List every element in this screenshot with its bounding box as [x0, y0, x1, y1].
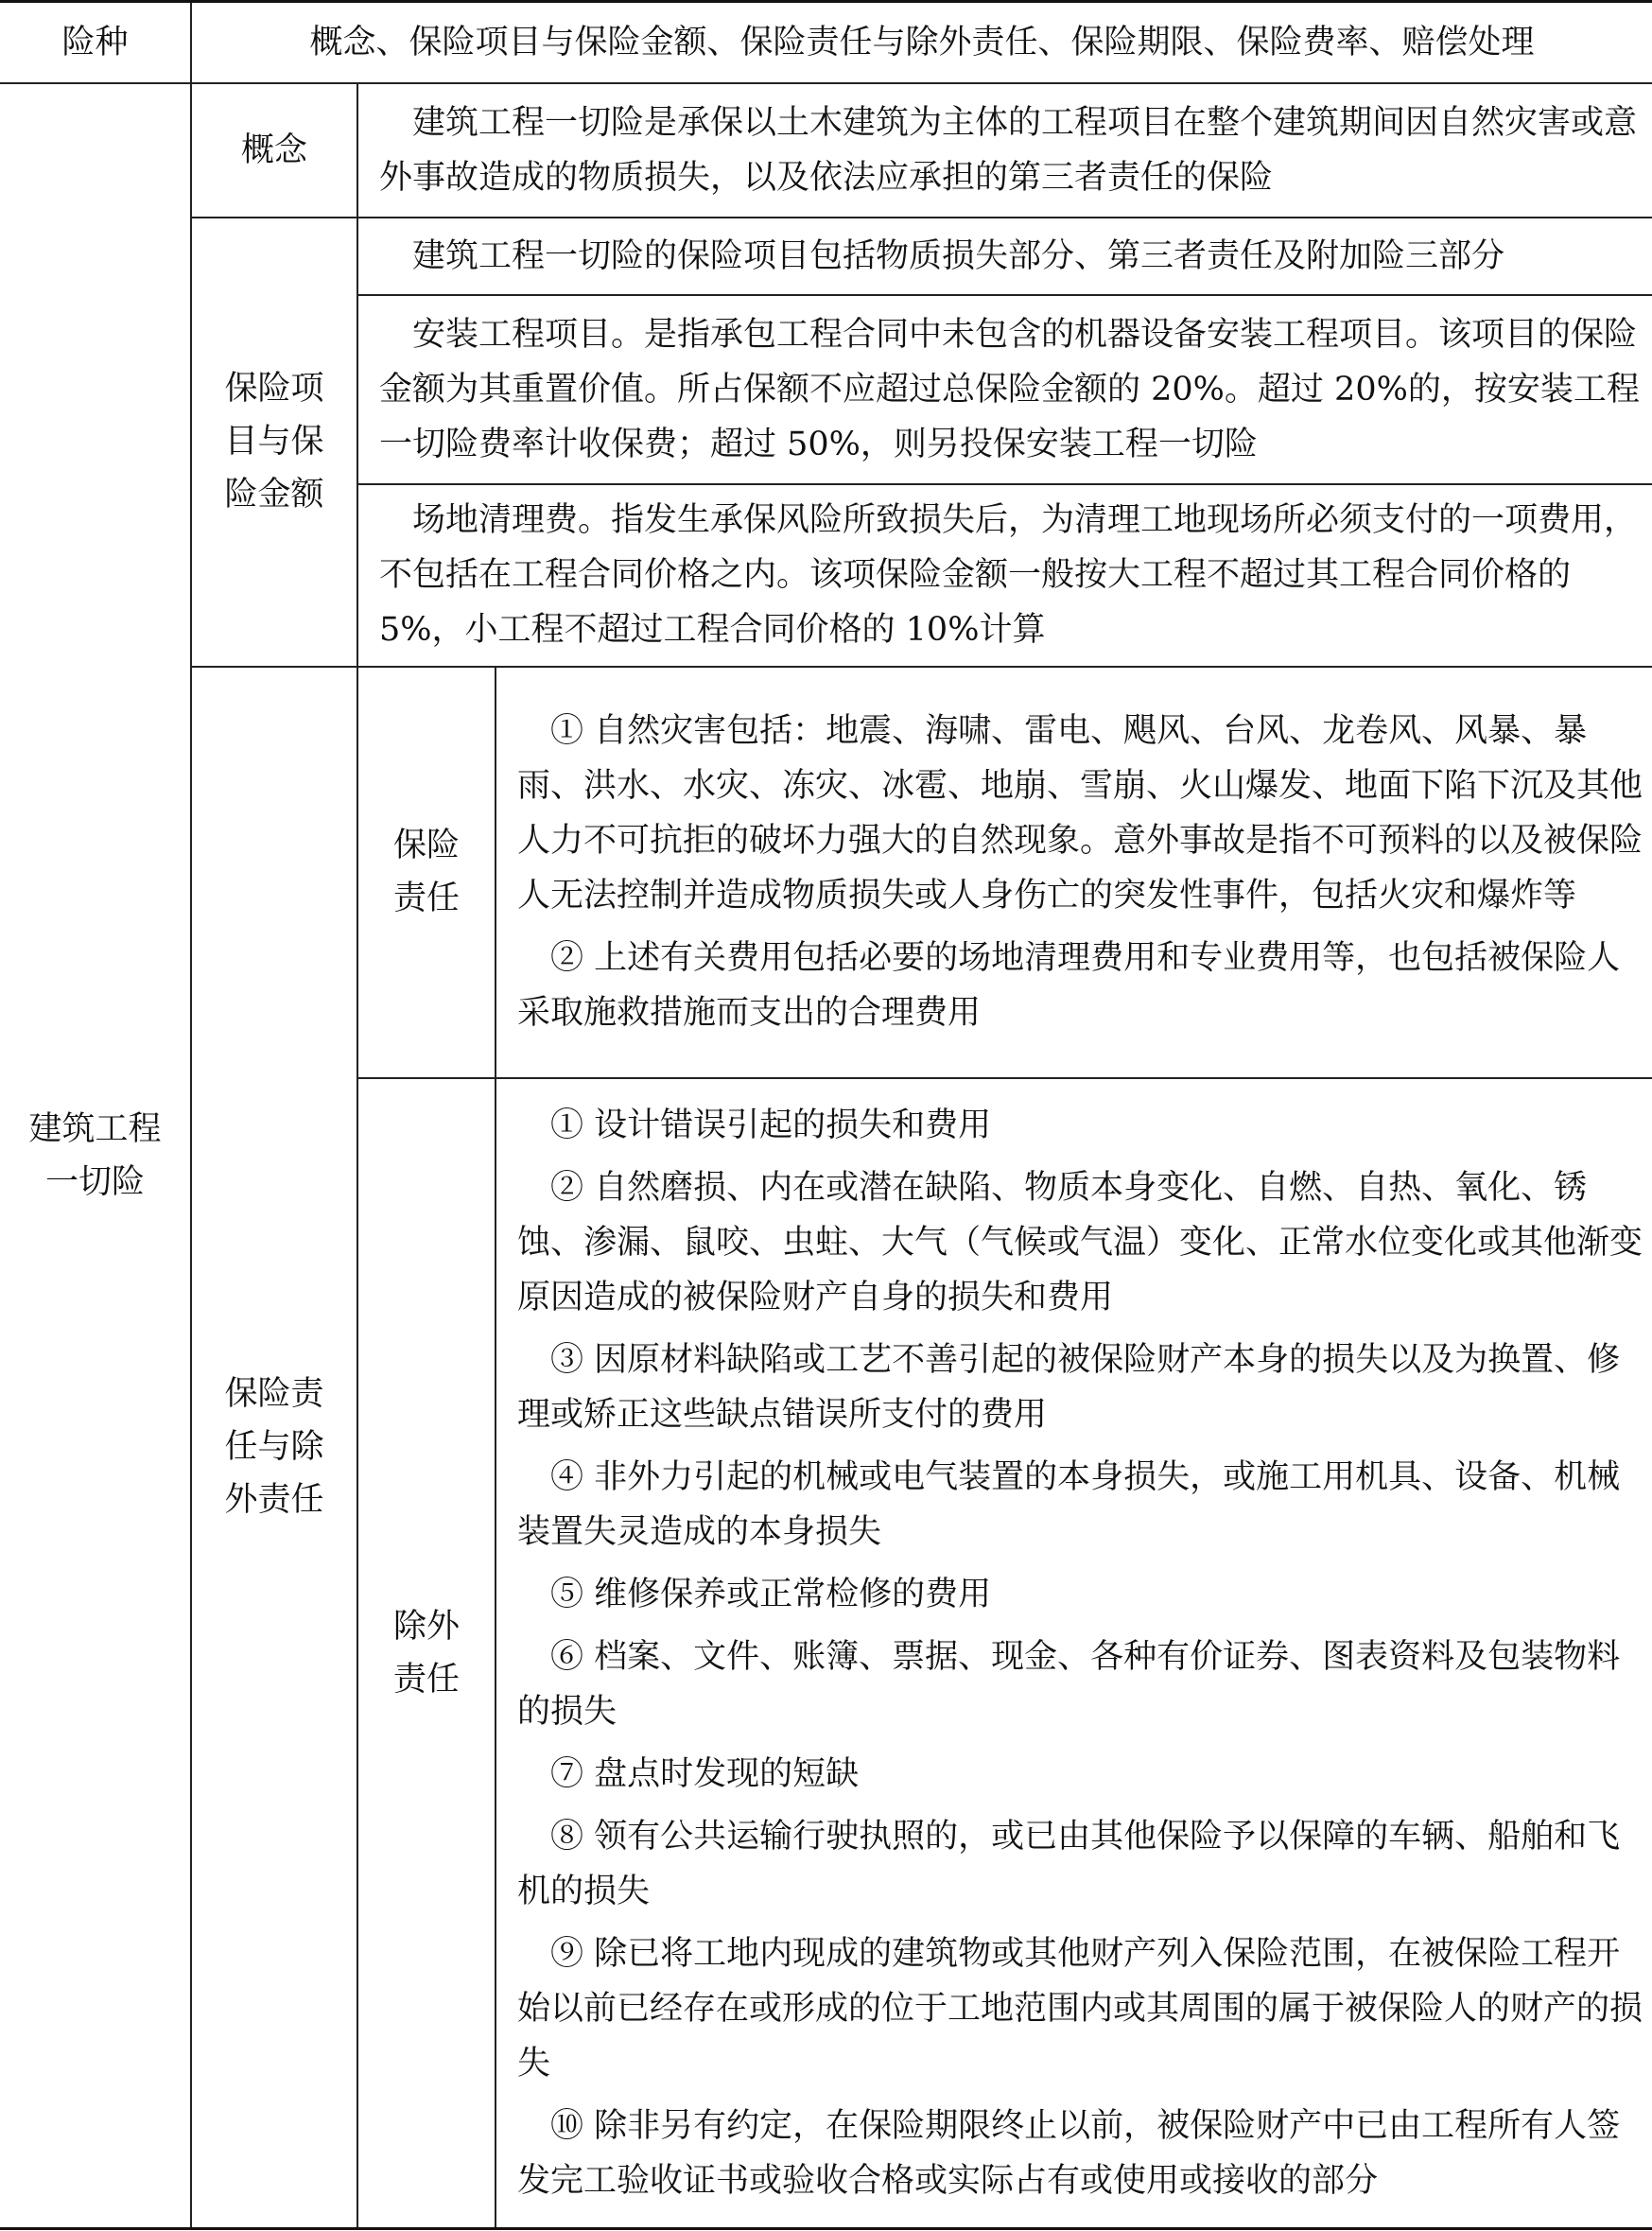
- excluded-item: ③ 因原材料缺陷或工艺不善引起的被保险财产本身的损失以及为换置、修理或矫正这些缺点错误所支付的费用: [517, 1340, 1621, 1434]
- covered-text: [496, 667, 1652, 1078]
- insurance-type-cell: [0, 83, 191, 2229]
- excluded-label-line: 责任: [392, 1660, 460, 1699]
- excluded-item: ② 自然磨损、内在或潜在缺陷、物质本身变化、自燃、自热、氧化、锈蚀、渗漏、鼠咬、虫蛀、大气（气候或气温）变化、正常水位变化或其他渐变原因造成的被保险财产自身的损失和费用: [517, 1168, 1643, 1316]
- concept-paragraph: 建筑工程一切险是承保以土木建筑为主体的工程项目在整个建筑期间因自然灾害或意外事故造成的物质损失，以及依法应承担的第三者责任的保险: [379, 103, 1638, 197]
- covered-label-line: 保险: [392, 827, 460, 864]
- items-amounts-label: [191, 218, 357, 667]
- site-clearance-text: [357, 484, 1652, 667]
- full-labels: [0, 0, 1, 1]
- excluded-text: [496, 1078, 1652, 2229]
- items-amounts-label-line: 险金额: [224, 476, 324, 514]
- covered-row: [0, 667, 1652, 1078]
- header-row: [0, 2, 1652, 83]
- liability-label: [191, 667, 357, 2229]
- excluded-item: ⑥ 档案、文件、账簿、票据、现金、各种有价证券、图表资料及包装物料的损失: [517, 1637, 1621, 1731]
- covered-label-line: 责任: [392, 880, 460, 917]
- header-insurance-type: 险种: [0, 2, 191, 83]
- covered-label: [357, 667, 496, 1078]
- concept-text: [357, 83, 1652, 218]
- excluded-item: ⑨ 除已将工地内现成的建筑物或其他财产列入保险范围，在被保险工程开始以前已经存在或形成的位于工地范围内或其周围的属于被保险人的财产的损失: [517, 1934, 1643, 2083]
- excluded-item: ⑩ 除非另有约定，在保险期限终止以前，被保险财产中已由工程所有人签发完工验收证书或验收合格或实际占有或使用或接收的部分: [517, 2106, 1621, 2200]
- items-intro-text: [357, 218, 1652, 295]
- items-intro-row: [0, 218, 1652, 295]
- insurance-type-line: 一切险: [44, 1162, 145, 1201]
- excluded-item: ④ 非外力引起的机械或电气装置的本身损失，或施工用机具、设备、机械装置失灵造成的本身损失: [517, 1457, 1621, 1551]
- concept-label: 概念: [191, 83, 357, 218]
- covered-item: ① 自然灾害包括：地震、海啸、雷电、飓风、台风、龙卷风、风暴、暴雨、洪水、水灾、冻灾、冰雹、地崩、雪崩、火山爆发、地面下陷下沉及其他人力不可抗拒的破坏力强大的自然现象。意外事故是指不可预料的以及被保险人无法控制并造成物质损失或人身伤亡的突发性事件，包括火灾和爆炸等: [517, 712, 1643, 915]
- liability-label-line: 外责任: [224, 1481, 324, 1520]
- liability-label-line: 任与除: [224, 1428, 324, 1467]
- excluded-item: ① 设计错误引起的损失和费用: [550, 1106, 992, 1144]
- covered-item: ② 上述有关费用包括必要的场地清理费用和专业费用等，也包括被保险人采取施救措施而支出的合理费用: [517, 939, 1621, 1032]
- items-amounts-label-line: 目与保: [224, 423, 324, 461]
- installation-text: [357, 295, 1652, 484]
- installation-paragraph: 安装工程项目。是指承包工程合同中未包含的机器设备安装工程项目。该项目的保险金额为其重置价值。所占保额不应超过总保险金额的 20%。超过 20%的，按安装工程一切险费率计收保费；超过 50%，则另投保安装工程一切险: [379, 315, 1640, 463]
- header-contents: 概念、保险项目与保险金额、保险责任与除外责任、保险期限、保险费率、赔偿处理: [191, 2, 1652, 83]
- excluded-label-line: 除外: [392, 1607, 460, 1646]
- excluded-item: ⑧ 领有公共运输行驶执照的，或已由其他保险予以保障的车辆、船舶和飞机的损失: [517, 1817, 1621, 1910]
- concept-row: [0, 83, 1652, 218]
- items-intro-paragraph: 建筑工程一切险的保险项目包括物质损失部分、第三者责任及附加险三部分: [412, 236, 1505, 275]
- site-clearance-paragraph: 场地清理费。指发生承保风险所致损失后，为清理工地现场所必须支付的一项费用，不包括在工程合同价格之内。该项保险金额一般按大工程不超过其工程合同价格的 5%，小工程不超过工程合同价格的 10%计算: [379, 501, 1638, 649]
- excluded-item: ⑤ 维修保养或正常检修的费用: [550, 1575, 992, 1613]
- liability-label-line: 保险责: [224, 1375, 324, 1414]
- insurance-type-line: 建筑工程: [28, 1109, 162, 1148]
- items-amounts-label-line: 保险项: [224, 370, 324, 408]
- excluded-item: ⑦ 盘点时发现的短缺: [550, 1754, 860, 1793]
- excluded-label: [357, 1078, 496, 2229]
